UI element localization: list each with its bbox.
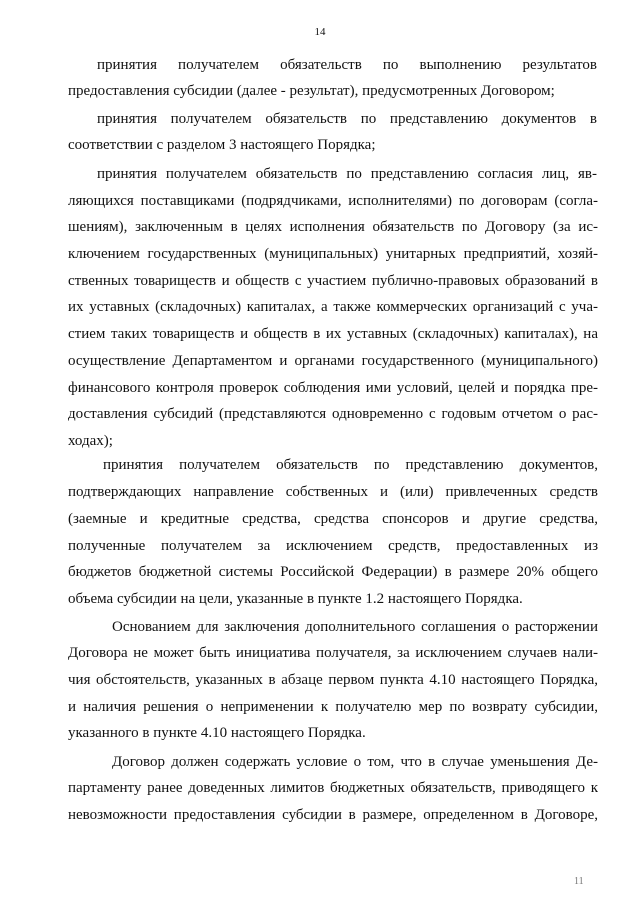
- text-line: [0, 696, 640, 718]
- text-line-content: Договор должен содержать условие о том, что в случае уменьшения Де-: [112, 754, 598, 770]
- text-line-content: их уставных (складочных) капиталах, а также коммерческих организаций с уча-: [68, 299, 598, 315]
- text-line-content: указанного в пункте 4.10 настоящего Порядка.: [68, 725, 366, 741]
- text-line: [0, 616, 640, 638]
- text-line: [0, 163, 640, 185]
- text-line-content: ключением государственных (муниципальных) унитарных предприятий, хозяй-: [68, 246, 598, 262]
- text-line: [0, 588, 640, 610]
- text-line-content: Договора не может быть инициатива получателя, за исключением случаев нали-: [68, 645, 598, 661]
- text-line-content: бюджетов бюджетной системы Российской Федерации) в размере 20% общего: [68, 564, 598, 580]
- text-line: [0, 751, 640, 773]
- text-line-content: ственных товариществ и обществ с участием публично-правовых образований в: [68, 273, 598, 289]
- text-line-content: партаменту ранее доведенных лимитов бюджетных обязательств, приводящего к: [68, 780, 598, 796]
- text-line-content: финансового контроля проверок соблюдения ими условий, целей и порядка пре-: [68, 380, 598, 396]
- text-line: [0, 350, 640, 372]
- text-line: [0, 535, 640, 557]
- text-line-content: шениям), заключенным в целях исполнения обязательств по Договору (за ис-: [68, 219, 598, 235]
- text-line: [0, 430, 640, 452]
- text-line: [0, 403, 640, 425]
- text-line: [0, 80, 640, 102]
- text-line-content: полученные получателем за исключением средств, предоставленных из: [68, 538, 598, 554]
- text-line: [0, 54, 640, 76]
- text-line: [0, 669, 640, 691]
- text-line: [0, 722, 640, 744]
- text-line: [0, 134, 640, 156]
- text-line: [0, 377, 640, 399]
- text-line-content: ляющихся поставщиками (подрядчиками, исполнителями) по договорам (согла-: [68, 193, 598, 209]
- text-line: [0, 804, 640, 826]
- text-line: [0, 243, 640, 265]
- text-line-content: Основанием для заключения дополнительного соглашения о расторжении: [112, 619, 598, 635]
- corner-mark: 11: [574, 876, 584, 887]
- text-line-content: принятия получателем обязательств по представлению документов в: [97, 111, 597, 127]
- text-line-content: подтверждающих направление собственных и (или) привлеченных средств: [68, 484, 598, 500]
- text-line-content: и наличия решения о неприменении к получателю мер по возврату субсидии,: [68, 699, 598, 715]
- text-line-content: невозможности предоставления субсидии в размере, определенном в Договоре,: [68, 807, 598, 823]
- text-line-content: чия обстоятельств, указанных в абзаце первом пункта 4.10 настоящего Порядка,: [68, 672, 598, 688]
- text-line: [0, 270, 640, 292]
- text-line-content: принятия получателем обязательств по представлению согласия лиц, яв-: [97, 166, 597, 182]
- text-line: [0, 481, 640, 503]
- text-line-content: ходах);: [68, 433, 113, 449]
- text-line: [0, 108, 640, 130]
- text-line-content: принятия получателем обязательств по представлению документов,: [103, 457, 598, 473]
- text-line: [0, 561, 640, 583]
- text-line: [0, 190, 640, 212]
- text-line: [0, 642, 640, 664]
- text-line: [0, 454, 640, 476]
- text-line: [0, 508, 640, 530]
- text-line-content: стием таких товариществ и обществ в их уставных (складочных) капиталах), на: [68, 326, 598, 342]
- text-line: [0, 777, 640, 799]
- text-line-content: (заемные и кредитные средства, средства спонсоров и другие средства,: [68, 511, 598, 527]
- text-line: [0, 296, 640, 318]
- text-line-content: объема субсидии на цели, указанные в пункте 1.2 настоящего Порядка.: [68, 591, 523, 607]
- text-line-content: предоставления субсидии (далее - результат), предусмотренных Договором;: [68, 83, 555, 99]
- page-number: 14: [314, 26, 326, 38]
- text-line-content: доставления субсидий (представляются одновременно с годовым отчетом о рас-: [68, 406, 598, 422]
- text-line-content: принятия получателем обязательств по выполнению результатов: [97, 57, 597, 73]
- text-line-content: соответствии с разделом 3 настоящего Порядка;: [68, 137, 376, 153]
- text-line-content: осуществление Департаментом и органами государственного (муниципального): [68, 353, 598, 369]
- text-line: [0, 323, 640, 345]
- text-line: [0, 216, 640, 238]
